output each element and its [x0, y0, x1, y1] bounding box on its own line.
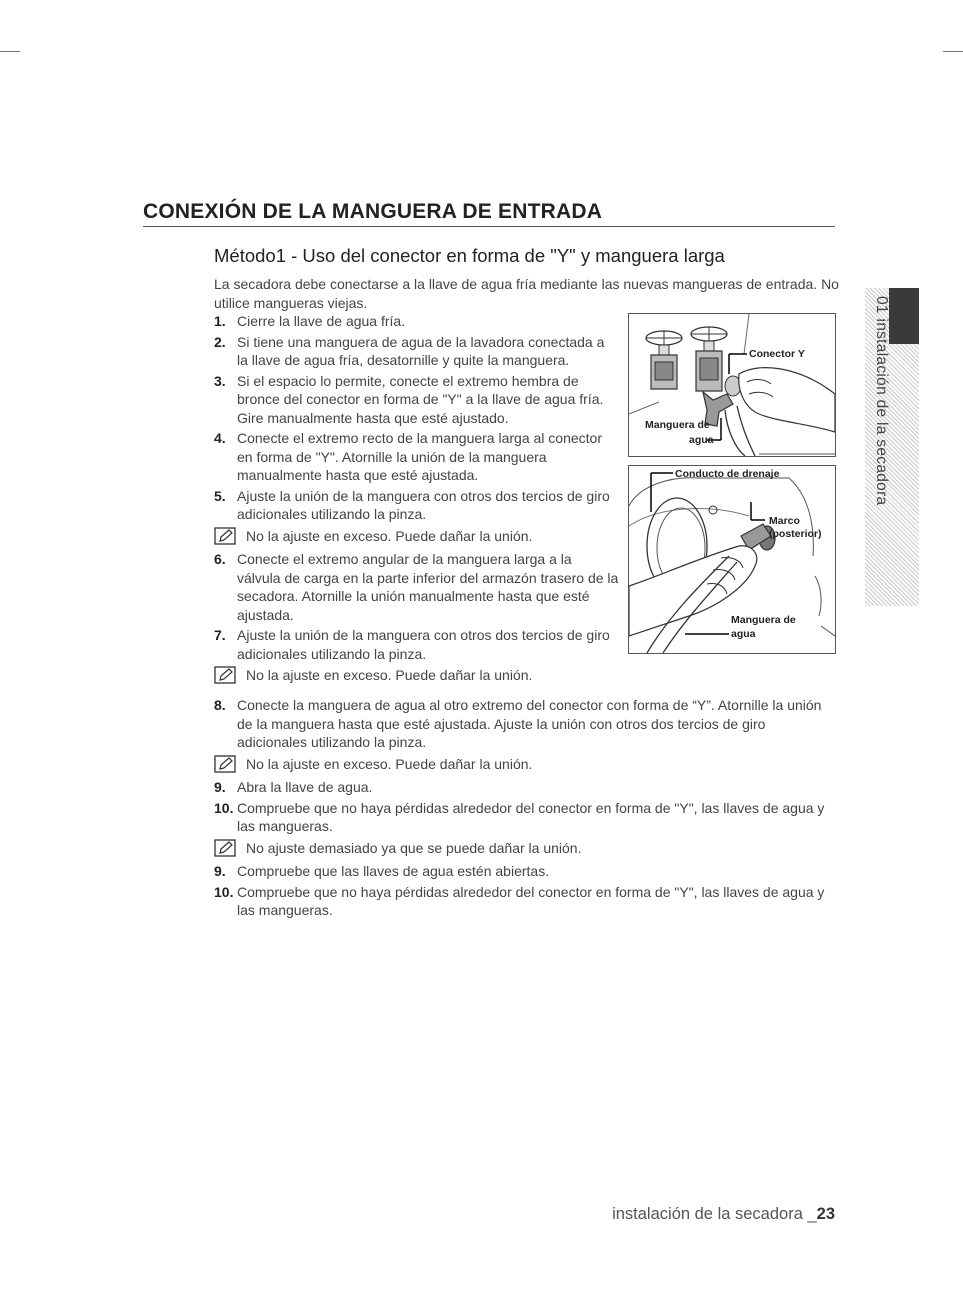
steps-column	[214, 312, 619, 690]
list-item: 9. Compruebe que las llaves de agua estén abiertas.	[214, 863, 550, 879]
label-hose-line1: Manguera de	[731, 614, 796, 626]
label-connector: Conector Y	[749, 348, 805, 360]
label-drain-duct: Conducto de drenaje	[675, 468, 780, 480]
label-frame-line1: Marco	[769, 515, 800, 527]
list-item: 10. Compruebe que no haya pérdidas alrededor del conector en forma de "Y", las llaves de agua y las mangueras.	[214, 799, 825, 834]
note-pencil-icon	[214, 527, 236, 545]
faucet-illustration	[629, 314, 835, 456]
footer-text: instalación de la secadora _	[612, 1205, 817, 1223]
steps-full-width	[214, 696, 839, 922]
page-number: 23	[816, 1205, 835, 1223]
intro-paragraph: La secadora debe conectarse a la llave de agua fría mediante las nuevas mangueras de entrada. No utilice mangueras viejas.	[214, 276, 839, 311]
chapter-tab-label: 01 instalación de la secadora	[873, 296, 890, 506]
chapter-side-tab	[865, 288, 919, 606]
crop-mark-left	[0, 51, 20, 52]
note-pencil-icon	[214, 755, 236, 773]
method-subtitle: Método1 - Uso del conector en forma de "Y" y manguera larga	[214, 245, 725, 266]
note: No la ajuste en exceso. Puede dañar la unión.	[214, 666, 619, 685]
figure-y-connector	[628, 313, 836, 457]
note: No la ajuste en exceso. Puede dañar la unión.	[214, 755, 839, 774]
note-pencil-icon	[214, 839, 236, 857]
list-item: 8. Conecte la manguera de agua al otro extremo del conector con forma de “Y”. Atornille la unión de la manguera hasta que esté ajustada. Ajuste la unión con otros dos tercios de giro adicionales utilizando la pinza.	[214, 697, 822, 750]
page-footer	[612, 1205, 835, 1224]
dryer-inlet-illustration	[629, 466, 835, 653]
label-hose-line2: agua	[731, 628, 756, 640]
label-hose-line1: Manguera de	[645, 419, 710, 431]
list-item: 10. Compruebe que no haya pérdidas alrededor del conector en forma de "Y", las llaves de agua y las mangueras.	[214, 883, 825, 918]
crop-mark-right	[943, 51, 963, 52]
note: No ajuste demasiado ya que se puede dañar la unión.	[214, 839, 839, 858]
figure-dryer-inlet	[628, 465, 836, 654]
list-item: 5. Ajuste la unión de la manguera con otros dos tercios de giro adicionales utilizando la pinza.	[214, 487, 610, 522]
note: No la ajuste en exceso. Puede dañar la unión.	[214, 527, 619, 546]
chapter-tab-marker	[889, 288, 919, 344]
list-item: 2. Si tiene una manguera de agua de la lavadora conectada a la llave de agua fría, desatornille y quite la manguera.	[214, 333, 605, 368]
list-item: 4. Conecte el extremo recto de la manguera larga al conector en forma de "Y". Atornille la unión de la manguera manualmente hasta que esté ajustada.	[214, 430, 602, 483]
label-frame-line2: (posterior)	[769, 528, 822, 540]
list-item: 9. Abra la llave de agua.	[214, 779, 373, 795]
label-hose-line2: agua	[689, 434, 714, 446]
list-item: 1. Cierre la llave de agua fría.	[214, 313, 406, 329]
list-item: 7. Ajuste la unión de la manguera con otros dos tercios de giro adicionales utilizando la pinza.	[214, 627, 610, 662]
list-item: 6. Conecte el extremo angular de la manguera larga a la válvula de carga en la parte inferior del armazón trasero de la secadora. Atornille la unión manualmente hasta que esté ajustada.	[214, 551, 619, 623]
section-title: CONEXIÓN DE LA MANGUERA DE ENTRADA	[143, 200, 835, 227]
list-item: 3. Si el espacio lo permite, conecte el extremo hembra de bronce del conector en forma de "Y" a la llave de agua fría. Gire manualmente hasta que esté ajustado.	[214, 372, 604, 426]
note-pencil-icon	[214, 666, 236, 684]
